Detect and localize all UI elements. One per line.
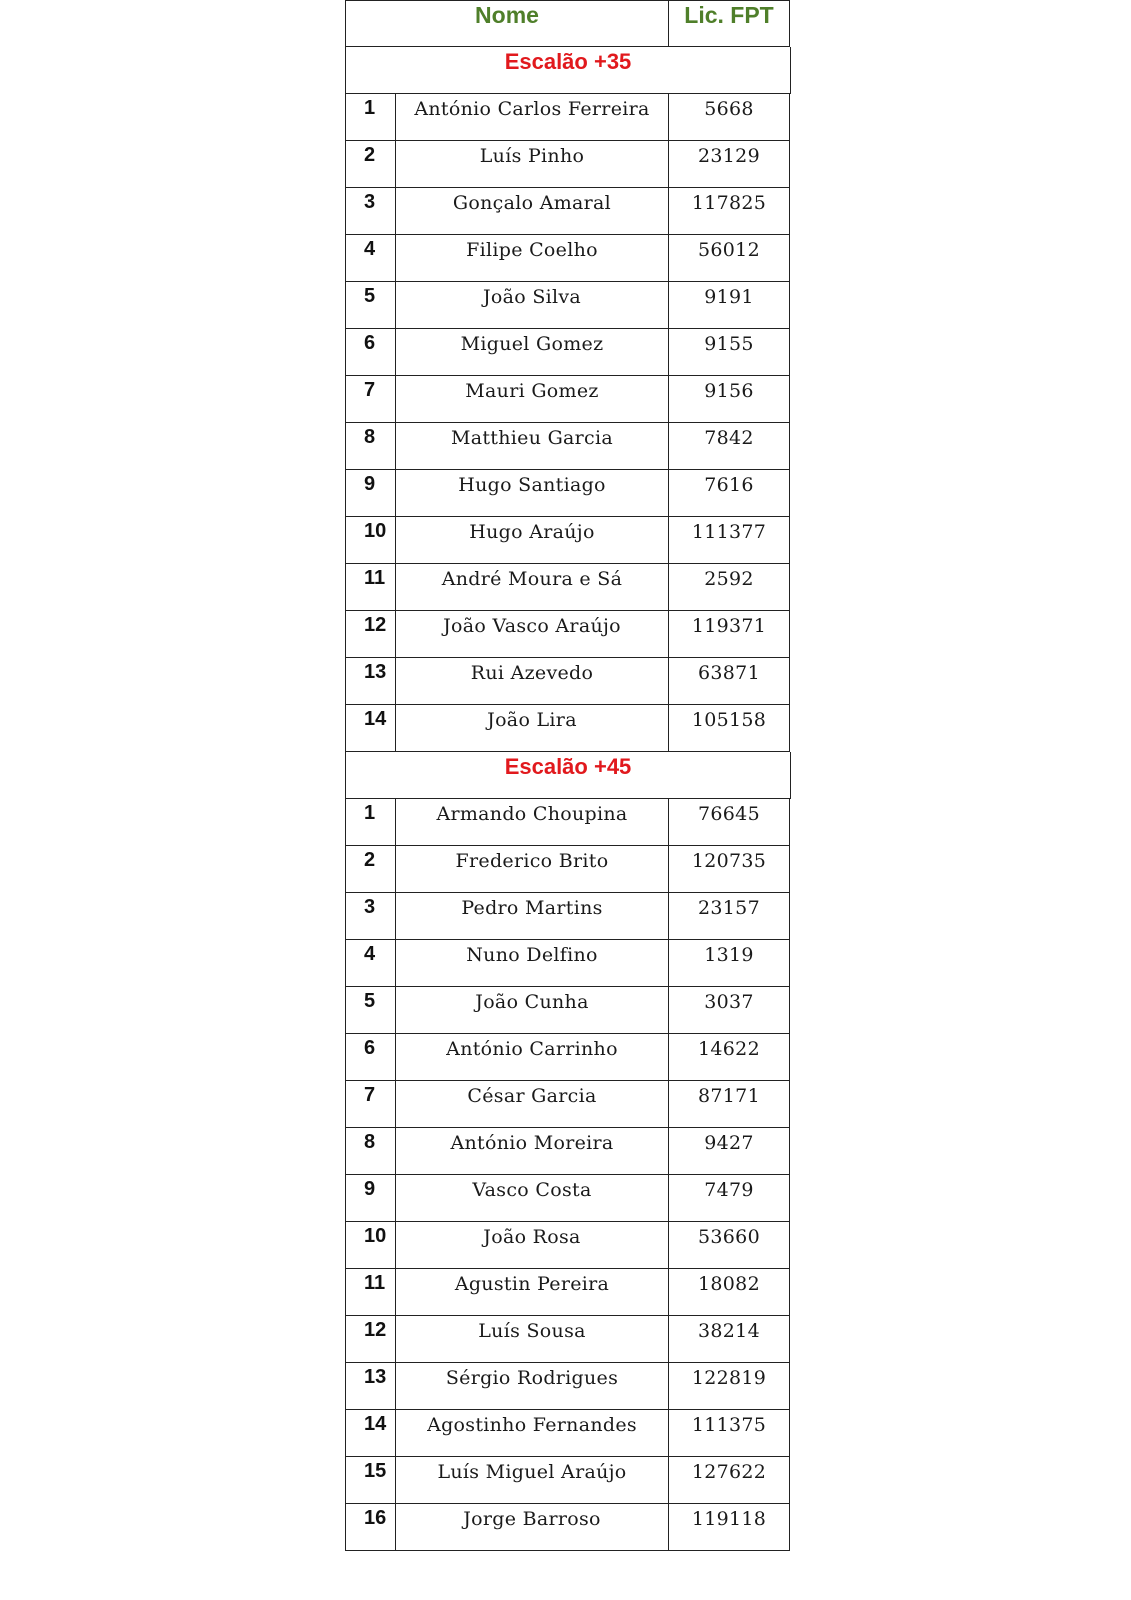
license-number: 9191 (704, 286, 754, 308)
table-row (345, 141, 791, 188)
rank-cell (345, 517, 395, 564)
license-cell (668, 611, 790, 658)
rank-cell (345, 1363, 395, 1410)
name-cell (395, 1504, 668, 1551)
rank-cell (345, 940, 395, 987)
license-number: 14622 (698, 1038, 760, 1060)
license-number: 111377 (691, 521, 767, 543)
table-row (345, 188, 791, 235)
name-cell (395, 799, 668, 846)
rank-number: 14 (364, 1413, 387, 1435)
rank-cell (345, 611, 395, 658)
license-cell (668, 1504, 790, 1551)
license-number: 105158 (691, 709, 767, 731)
player-name: Rui Azevedo (470, 662, 594, 684)
rank-number: 1 (364, 97, 376, 119)
player-name: Matthieu Garcia (450, 427, 614, 449)
license-number: 56012 (698, 239, 760, 261)
player-name: Sérgio Rodrigues (445, 1367, 619, 1389)
name-cell (395, 141, 668, 188)
rank-cell (345, 1504, 395, 1551)
rank-cell (345, 1034, 395, 1081)
license-number: 117825 (691, 192, 767, 214)
license-cell (668, 846, 790, 893)
player-name: Jorge Barroso (463, 1508, 601, 1530)
player-name: André Moura e Sá (441, 568, 623, 590)
name-cell (395, 1175, 668, 1222)
rank-number: 13 (364, 1366, 387, 1388)
player-name: João Vasco Araújo (443, 615, 621, 637)
rank-number: 4 (364, 943, 376, 965)
license-number: 23157 (698, 897, 760, 919)
license-cell (668, 94, 790, 141)
name-cell (395, 658, 668, 705)
table-row (345, 94, 791, 141)
header-lic-label: Lic. FPT (684, 2, 774, 28)
license-number: 9155 (704, 333, 754, 355)
player-name: Luís Sousa (478, 1320, 586, 1342)
table-row (345, 235, 791, 282)
rank-cell (345, 423, 395, 470)
player-name: Agustin Pereira (454, 1273, 610, 1295)
groups-container (345, 47, 791, 1551)
name-cell (395, 846, 668, 893)
rank-cell (345, 282, 395, 329)
license-number: 18082 (698, 1273, 760, 1295)
license-cell (668, 987, 790, 1034)
header-name-label: Nome (475, 2, 539, 28)
license-cell (668, 470, 790, 517)
player-name: António Carlos Ferreira (414, 98, 650, 120)
license-cell (668, 564, 790, 611)
rank-number: 14 (364, 708, 387, 730)
license-number: 5668 (704, 98, 754, 120)
license-number: 9427 (704, 1132, 754, 1154)
name-cell (395, 517, 668, 564)
rank-number: 7 (364, 1084, 376, 1106)
table-row (345, 658, 791, 705)
license-cell (668, 188, 790, 235)
rank-number: 3 (364, 191, 376, 213)
rank-number: 9 (364, 473, 376, 495)
license-cell (668, 940, 790, 987)
player-name: Armando Choupina (436, 803, 628, 825)
name-cell (395, 940, 668, 987)
player-name: Luís Pinho (479, 145, 585, 167)
rank-cell (345, 987, 395, 1034)
player-name: Gonçalo Amaral (452, 192, 612, 214)
rank-number: 6 (364, 332, 376, 354)
rank-cell (345, 1410, 395, 1457)
license-cell (668, 282, 790, 329)
license-number: 119118 (691, 1508, 767, 1530)
license-cell (668, 141, 790, 188)
license-cell (668, 705, 790, 752)
rank-cell (345, 658, 395, 705)
rank-number: 12 (364, 614, 387, 636)
table-row (345, 940, 791, 987)
player-name: Frederico Brito (455, 850, 609, 872)
rank-cell (345, 470, 395, 517)
table-row (345, 1504, 791, 1551)
license-number: 9156 (704, 380, 754, 402)
name-cell (395, 987, 668, 1034)
table-row (345, 329, 791, 376)
name-cell (395, 564, 668, 611)
rank-number: 2 (364, 849, 376, 871)
rank-number: 4 (364, 238, 376, 260)
rank-cell (345, 893, 395, 940)
name-cell (395, 611, 668, 658)
license-cell (668, 1410, 790, 1457)
rank-number: 13 (364, 661, 387, 683)
rank-number: 10 (364, 520, 387, 542)
rank-cell (345, 141, 395, 188)
players-table (345, 0, 791, 1551)
rank-number: 12 (364, 1319, 387, 1341)
license-number: 76645 (698, 803, 760, 825)
player-name: Pedro Martins (461, 897, 603, 919)
table-row (345, 470, 791, 517)
license-cell (668, 235, 790, 282)
license-number: 63871 (698, 662, 760, 684)
rank-number: 5 (364, 285, 376, 307)
group-header-cell (345, 752, 791, 799)
rank-cell (345, 1081, 395, 1128)
license-cell (668, 1128, 790, 1175)
license-cell (668, 517, 790, 564)
table-row (345, 705, 791, 752)
name-cell (395, 1034, 668, 1081)
license-cell (668, 1363, 790, 1410)
name-cell (395, 1410, 668, 1457)
player-name: João Lira (487, 709, 577, 731)
table-row (345, 1410, 791, 1457)
rank-cell (345, 799, 395, 846)
license-cell (668, 1081, 790, 1128)
table-row (345, 1316, 791, 1363)
license-cell (668, 329, 790, 376)
license-number: 87171 (698, 1085, 760, 1107)
rank-number: 8 (364, 426, 376, 448)
rank-cell (345, 564, 395, 611)
rank-cell (345, 1316, 395, 1363)
name-cell (395, 1363, 668, 1410)
rank-cell (345, 188, 395, 235)
rank-number: 3 (364, 896, 376, 918)
rank-number: 8 (364, 1131, 376, 1153)
rank-cell (345, 329, 395, 376)
license-number: 7616 (704, 474, 754, 496)
table-row (345, 611, 791, 658)
player-name: João Rosa (483, 1226, 581, 1248)
license-cell (668, 1457, 790, 1504)
rank-cell (345, 846, 395, 893)
name-cell (395, 376, 668, 423)
name-cell (395, 705, 668, 752)
license-number: 3037 (704, 991, 754, 1013)
name-cell (395, 423, 668, 470)
player-name: Hugo Araújo (469, 521, 595, 543)
rank-cell (345, 235, 395, 282)
rank-cell (345, 1457, 395, 1504)
player-name: João Cunha (475, 991, 589, 1013)
table-row (345, 1081, 791, 1128)
group-title: Escalão +35 (504, 49, 632, 74)
player-name: António Carrinho (446, 1038, 618, 1060)
license-number: 127622 (691, 1461, 767, 1483)
table-header (345, 0, 791, 47)
name-cell (395, 1316, 668, 1363)
name-cell (395, 470, 668, 517)
license-number: 53660 (698, 1226, 760, 1248)
rank-number: 9 (364, 1178, 376, 1200)
license-cell (668, 1222, 790, 1269)
license-number: 120735 (691, 850, 767, 872)
license-cell (668, 658, 790, 705)
rank-cell (345, 1222, 395, 1269)
player-name: Agostinho Fernandes (427, 1414, 637, 1436)
rank-number: 11 (364, 1272, 386, 1294)
rank-cell (345, 1128, 395, 1175)
table-row (345, 987, 791, 1034)
rank-number: 7 (364, 379, 376, 401)
rank-cell (345, 376, 395, 423)
player-name: Nuno Delfino (466, 944, 598, 966)
rank-number: 2 (364, 144, 376, 166)
rank-cell (345, 94, 395, 141)
license-number: 38214 (698, 1320, 760, 1342)
rank-cell (345, 705, 395, 752)
license-cell (668, 1316, 790, 1363)
table-row (345, 893, 791, 940)
license-number: 122819 (691, 1367, 767, 1389)
name-cell (395, 1269, 668, 1316)
rank-number: 6 (364, 1037, 376, 1059)
name-cell (395, 235, 668, 282)
player-name: César Garcia (467, 1085, 597, 1107)
name-cell (395, 1081, 668, 1128)
license-number: 2592 (704, 568, 754, 590)
table-row (345, 1363, 791, 1410)
player-name: António Moreira (450, 1132, 614, 1154)
table-row (345, 1457, 791, 1504)
player-name: Miguel Gomez (460, 333, 604, 355)
player-name: Mauri Gomez (465, 380, 599, 402)
rank-cell (345, 1269, 395, 1316)
rank-number: 5 (364, 990, 376, 1012)
license-cell (668, 1175, 790, 1222)
table-row (345, 564, 791, 611)
license-cell (668, 423, 790, 470)
rank-number: 16 (364, 1507, 387, 1529)
license-cell (668, 799, 790, 846)
name-cell (395, 282, 668, 329)
license-number: 1319 (704, 944, 754, 966)
table-row (345, 376, 791, 423)
player-name: João Silva (482, 286, 582, 308)
name-cell (395, 329, 668, 376)
name-cell (395, 94, 668, 141)
license-number: 23129 (698, 145, 760, 167)
license-cell (668, 1034, 790, 1081)
group-header (345, 47, 791, 94)
rank-number: 11 (364, 567, 386, 589)
license-cell (668, 1269, 790, 1316)
name-cell (395, 893, 668, 940)
player-name: Hugo Santiago (458, 474, 606, 496)
license-cell (668, 376, 790, 423)
header-lic-cell (668, 0, 790, 47)
player-name: Luís Miguel Araújo (437, 1461, 627, 1483)
table-row (345, 1222, 791, 1269)
rank-number: 10 (364, 1225, 387, 1247)
player-name: Vasco Costa (472, 1179, 592, 1201)
table-row (345, 517, 791, 564)
name-cell (395, 1128, 668, 1175)
license-cell (668, 893, 790, 940)
group-title: Escalão +45 (504, 754, 632, 779)
player-name: Filipe Coelho (466, 239, 598, 261)
license-number: 111375 (691, 1414, 767, 1436)
rank-number: 1 (364, 802, 376, 824)
table-row (345, 1175, 791, 1222)
table-row (345, 423, 791, 470)
license-number: 7842 (704, 427, 754, 449)
name-cell (395, 1457, 668, 1504)
table-row (345, 1034, 791, 1081)
table-row (345, 1128, 791, 1175)
group-header-cell (345, 47, 791, 94)
name-cell (395, 188, 668, 235)
table-row (345, 282, 791, 329)
name-cell (395, 1222, 668, 1269)
group-header (345, 752, 791, 799)
rank-cell (345, 1175, 395, 1222)
license-number: 7479 (704, 1179, 754, 1201)
header-name-cell (345, 0, 668, 47)
table-row (345, 1269, 791, 1316)
license-number: 119371 (691, 615, 767, 637)
table-row (345, 799, 791, 846)
table-row (345, 846, 791, 893)
rank-number: 15 (364, 1460, 387, 1482)
